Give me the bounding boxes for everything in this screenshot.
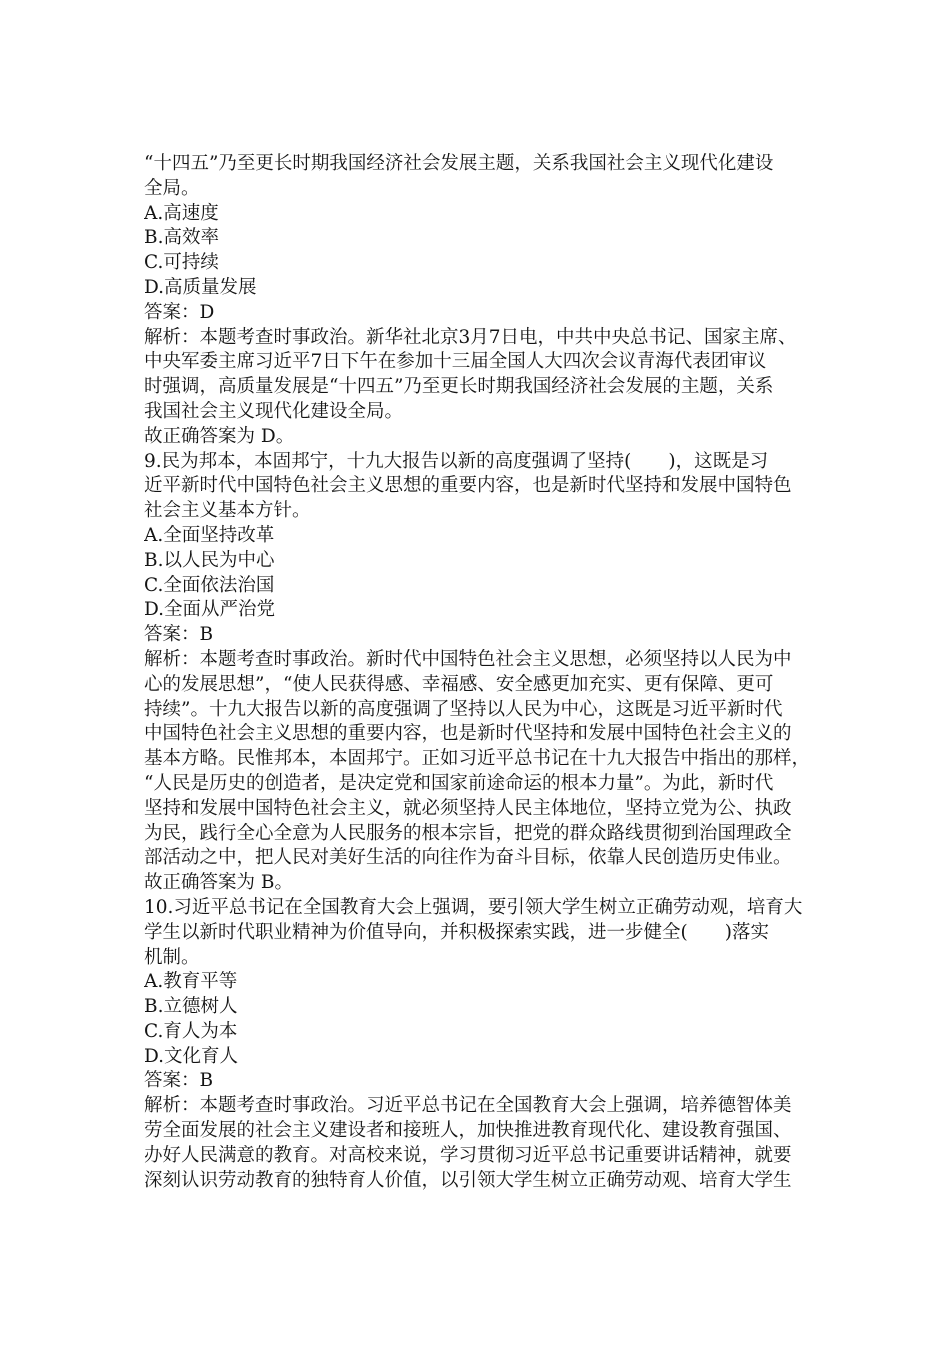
question-9-stem: 近平新时代中国特色社会主义思想的重要内容，也是新时代坚持和发展中国特色 <box>144 475 792 497</box>
analysis-line: 解析：本题考查时事政治。新华社北京3月7日电，中共中央总书记、国家主席、 <box>144 326 797 348</box>
analysis-line: 时强调，高质量发展是“十四五”乃至更长时期我国经济社会发展的主题，关系 <box>144 376 774 398</box>
answer-line: 答案：B <box>144 1070 214 1092</box>
option-c: C.全面依法治国 <box>144 574 275 596</box>
analysis-line: 我国社会主义现代化建设全局。 <box>144 400 404 422</box>
question-10-stem: 学生以新时代职业精神为价值导向，并积极探索实践，进一步健全( )落实 <box>144 921 769 943</box>
analysis-line: 中央军委主席习近平7日下午在参加十三届全国人大四次会议青海代表团审议 <box>144 351 767 373</box>
question-10-stem: 机制。 <box>144 946 200 968</box>
analysis-line: 部活动之中，把人民对美好生活的向往作为奋斗目标，依靠人民创造历史伟业。 <box>144 847 792 869</box>
option-d: D.文化育人 <box>144 1045 239 1067</box>
correct-answer-line: 故正确答案为 D。 <box>144 425 295 447</box>
analysis-line: 办好人民满意的教育。对高校来说，学习贯彻习近平总书记重要讲话精神，就要 <box>144 1144 792 1166</box>
answer-line: 答案：B <box>144 624 214 646</box>
text-line-q8-stem: “十四五”乃至更长时期我国经济社会发展主题，关系我国社会主义现代化建设 <box>144 153 774 174</box>
analysis-line: 深刻认识劳动教育的独特育人价值，以引领大学生树立正确劳动观、培育大学生 <box>144 1169 792 1191</box>
question-10-stem: 10.习近平总书记在全国教育大会上强调，要引领大学生树立正确劳动观，培育大 <box>144 896 803 918</box>
analysis-line: “人民是历史的创造者，是决定党和国家前途命运的根本力量”。为此，新时代 <box>144 772 774 794</box>
option-d: D.全面从严治党 <box>144 599 276 621</box>
analysis-line: 坚持和发展中国特色社会主义，就必须坚持人民主体地位，坚持立党为公、执政 <box>144 797 792 819</box>
analysis-line: 劳全面发展的社会主义建设者和接班人，加快推进教育现代化、建设教育强国、 <box>144 1120 792 1142</box>
question-9-stem: 社会主义基本方针。 <box>144 500 311 522</box>
option-b: B.立德树人 <box>144 996 238 1018</box>
option-b: B.高效率 <box>144 227 219 249</box>
option-a: A.全面坚持改革 <box>144 524 275 546</box>
question-9-stem: 9.民为邦本，本固邦宁，十九大报告以新的高度强调了坚持( )，这既是习 <box>144 450 769 472</box>
option-c: C.可持续 <box>144 252 219 274</box>
analysis-line: 解析：本题考查时事政治。习近平总书记在全国教育大会上强调，培养德智体美 <box>144 1095 792 1117</box>
analysis-line: 解析：本题考查时事政治。新时代中国特色社会主义思想，必须坚持以人民为中 <box>144 648 792 670</box>
option-c: C.育人为本 <box>144 1020 238 1042</box>
analysis-line: 心的发展思想”，“使人民获得感、幸福感、安全感更加充实、更有保障、更可 <box>144 673 774 695</box>
analysis-line: 为民，践行全心全意为人民服务的根本宗旨，把党的群众路线贯彻到治国理政全 <box>144 822 792 844</box>
text-line-q8-stem: 全局。 <box>144 177 200 199</box>
option-d: D.高质量发展 <box>144 276 257 298</box>
option-a: A.教育平等 <box>144 971 238 993</box>
analysis-line: 持续”。十九大报告以新的高度强调了坚持以人民为中心，这既是习近平新时代 <box>144 698 783 720</box>
document-body <box>144 152 814 1193</box>
analysis-line: 基本方略。民惟邦本，本固邦宁。正如习近平总书记在十九大报告中指出的那样， <box>144 748 811 770</box>
option-a: A.高速度 <box>144 202 219 224</box>
correct-answer-line: 故正确答案为 B。 <box>144 872 293 894</box>
answer-line: 答案：D <box>144 301 215 323</box>
analysis-line: 中国特色社会主义思想的重要内容，也是新时代坚持和发展中国特色社会主义的 <box>144 723 792 745</box>
option-b: B.以人民为中心 <box>144 549 275 571</box>
